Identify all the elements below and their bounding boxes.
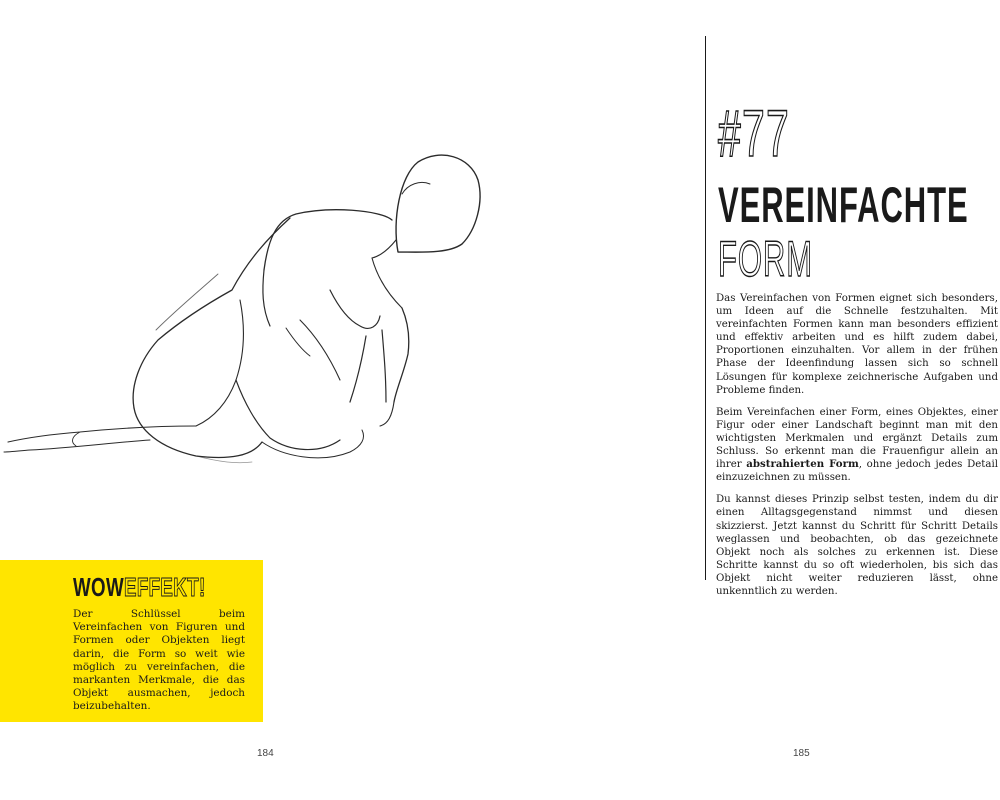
wow-title-outline: EFFEKT! [123,572,206,602]
paragraph-2-end: , ohne jedoch jedes Detail einzuzeichnen zu müssen. [716,459,998,484]
wow-effekt-title [73,572,206,602]
wow-effekt-text: Der Schlüssel beim Vereinfachen von Figuren und Formen oder Objekten liegt darin, die Form so weit wie möglich zu vereinfachen, die markanten Merkmale, die das Objekt ausmachen, jedoch beizubehalten. [73,608,245,713]
chapter-number: #77 [718,96,790,170]
page-number-right: 185 [793,748,810,759]
wow-title-bold: WOW [73,572,124,602]
paragraph-2-bold: abstrahierten Form [746,458,859,471]
chapter-title-bold: VEREINFACHTE [718,177,969,233]
page-number-left: 184 [257,748,274,759]
right-page [500,0,1000,800]
chapter-heading [718,96,1000,287]
paragraph-2-start: Beim Vereinfachen einer Form, eines Objektes, einer Figur oder einer Landschaft beginnt man mit den wichtigsten Merkmalen und ergänzt Details zum Schluss. So erkennt man die Frauenfigur allein an ihrer [716,406,998,471]
paragraph-2 [716,406,998,485]
chapter-title-outline: FORM [718,231,813,287]
figure-sketch-illustration [0,140,500,500]
paragraph-3: Du kannst dieses Prinzip selbst testen, indem du dir einen Alltagsgegenstand nimmst und diesen skizzierst. Jetzt kannst du Schritt für Schritt Details weglassen und beobachten, ob das gezeichnete Objekt noch als solches zu erkennen ist. Diese Schritte kannst du so oft wiederholen, bis sich das Objekt nicht weiter reduzieren lässt, ohne unkenntlich zu werden. [716,494,998,597]
vertical-divider [705,36,706,580]
body-text [716,292,998,607]
wow-effekt-box [0,560,263,722]
paragraph-1: Das Vereinfachen von Formen eignet sich besonders, um Ideen auf die Schnelle festzuhalten. Mit vereinfachten Formen kann man besonders effizient und effektiv arbeiten und es hilft zudem dabei, Proportionen einzuhalten. Vor allem in der frühen Phase der Ideenfindung lassen sich so schnell Lösungen für komplexe zeichnerische Aufgaben und Probleme finden. [716,293,998,396]
